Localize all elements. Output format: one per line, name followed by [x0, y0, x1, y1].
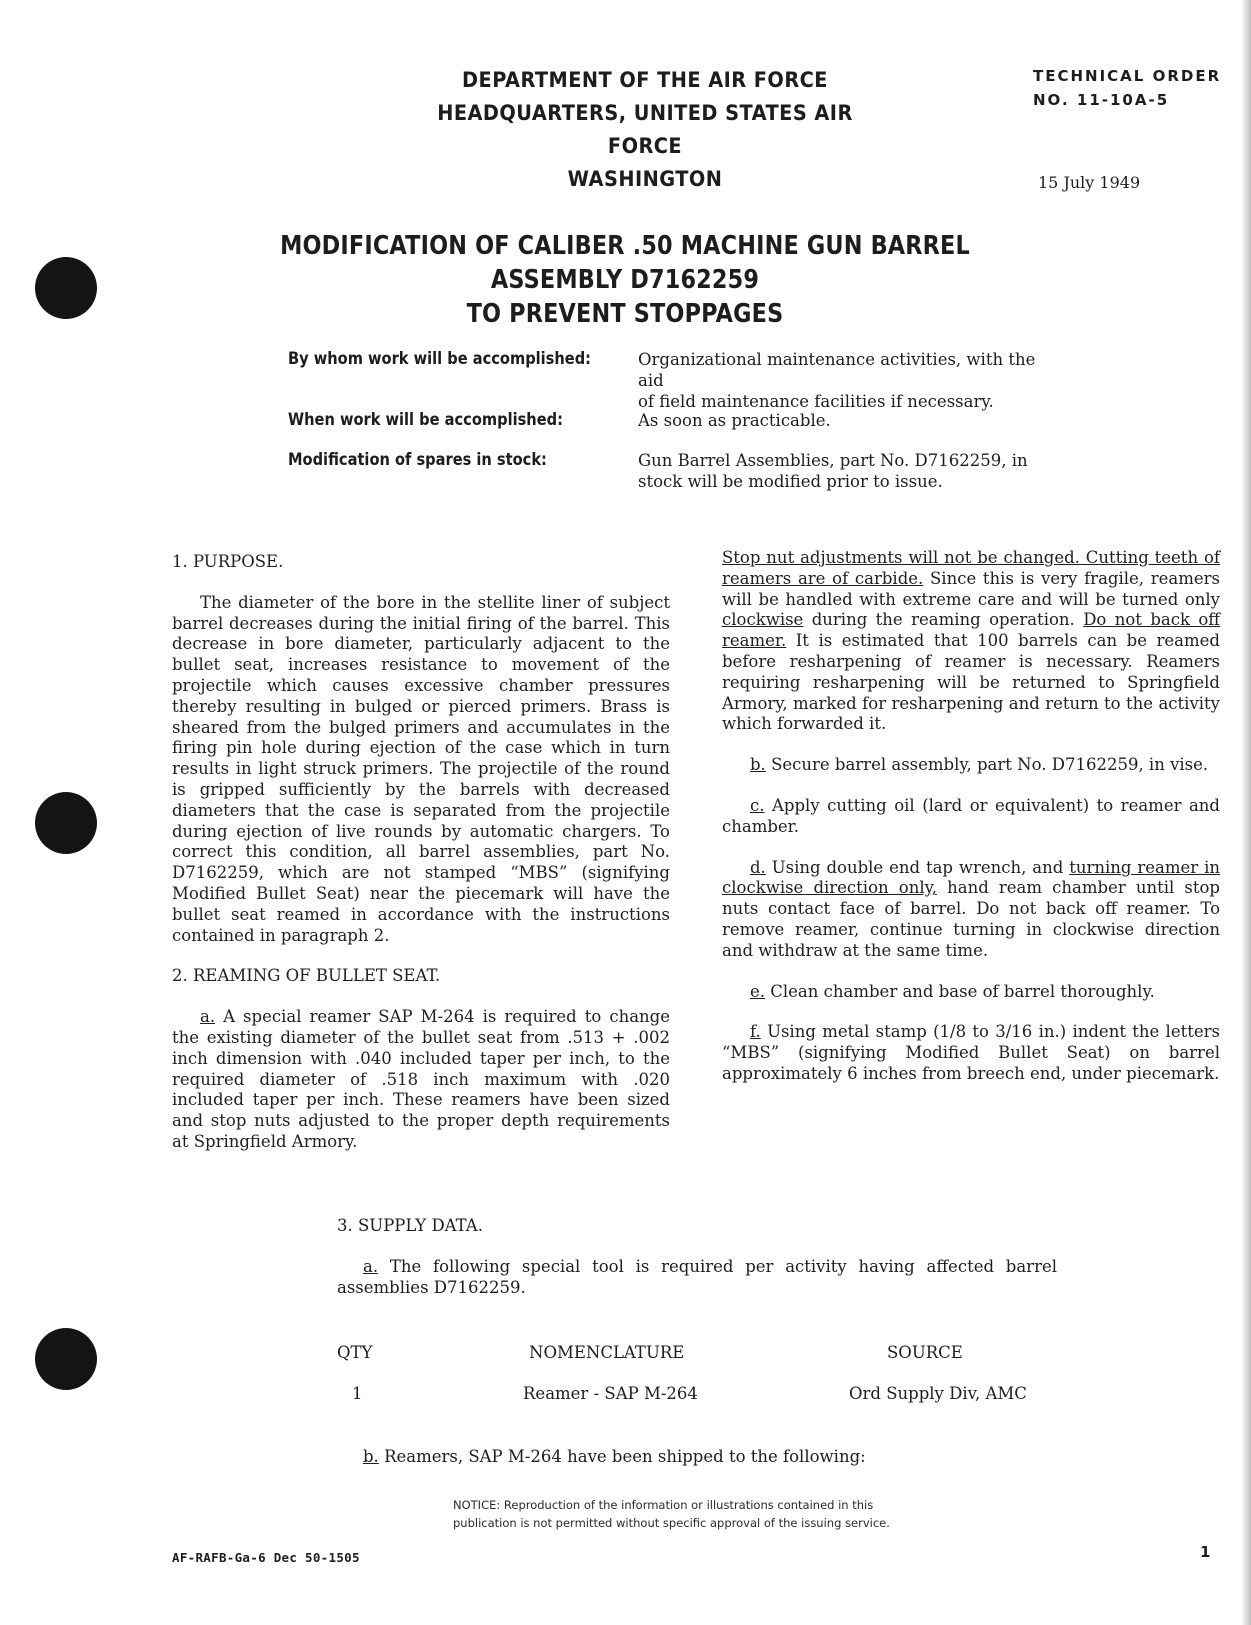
department-header [415, 64, 875, 196]
step-a-continued [722, 548, 1220, 735]
supply-heading: 3. SUPPLY DATA. [337, 1216, 483, 1235]
issue-date: 15 July 1949 [1038, 173, 1141, 192]
column-header-source: SOURCE [887, 1343, 963, 1362]
supply-b-letter: b. [363, 1447, 379, 1466]
continued-text-2: during the reaming operation. [811, 610, 1075, 630]
column-header-nomenclature: NOMENCLATURE [529, 1343, 685, 1362]
underlined-warning-3: Do not back off reamer. [722, 610, 1221, 651]
supply-a-paragraph [337, 1256, 1057, 1298]
left-column [172, 552, 670, 1173]
continued-text-3: It is estimated that 100 barrels can be reamed before resharpening of reamer is necessary. Reamers requiring resharpening will be returned to Springfield Armory, marked for resharpening and return to the activity which forwarded it. [722, 631, 1220, 734]
column-header-qty: QTY [337, 1343, 373, 1362]
supply-a-letter: a. [363, 1257, 379, 1276]
info-label: Modification of spares in stock: [288, 450, 547, 470]
step-e-text: Clean chamber and base of barrel thoroughly. [770, 981, 1155, 1001]
step-a-letter: a. [200, 1007, 216, 1027]
step-d-text-1: Using double end tap wrench, and [771, 857, 1064, 877]
city-line: WASHINGTON [567, 167, 723, 191]
reproduction-notice [453, 1496, 953, 1532]
step-d-underlined: turning reamer in clockwise direction only, [722, 857, 1220, 898]
step-c-text: Apply cutting oil (lard or equivalent) to reamer and chamber. [722, 795, 1220, 836]
binder-hole-bottom [35, 1328, 97, 1390]
step-b-text: Secure barrel assembly, part No. D7162259, in vise. [771, 755, 1209, 775]
supply-a-text: The following special tool is required per activity having affected barrel assemblies D7162259. [337, 1257, 1057, 1297]
step-e-letter: e. [750, 981, 766, 1001]
step-d-letter: d. [750, 857, 766, 877]
cell-source: Ord Supply Div, AMC [849, 1384, 1027, 1403]
step-d-paragraph [722, 858, 1220, 962]
step-d-text-2: hand ream chamber until stop nuts contact face of barrel. Do not back off reamer. To remove reamer, continue turning in clockwise direction and withdraw at the same time. [722, 878, 1220, 960]
page-number: 1 [1200, 1543, 1211, 1561]
step-f-letter: f. [750, 1022, 761, 1042]
supply-b-text: Reamers, SAP M-264 have been shipped to the following: [384, 1447, 866, 1466]
continued-text-1: Since this is very fragile, reamers will be handled with extreme care and will be turned only [722, 568, 1220, 609]
page-edge-shadow [1241, 0, 1251, 1625]
department-line: DEPARTMENT OF THE AIR FORCE [462, 68, 828, 92]
step-a-text: A special reamer SAP M-264 is required to change the existing diameter of the bullet seat from .513 + .002 inch dimension with .040 included taper per inch, to the required diameter of .518 inch maximum with .020 included taper per inch. These reamers have been sized and stop nuts adjusted to the proper depth requirements at Springfield Armory. [172, 1007, 670, 1151]
info-value: Organizational maintenance activities, with the aid of field maintenance facilities if necessary. [638, 350, 1036, 411]
purpose-paragraph: The diameter of the bore in the stellite liner of subject barrel decreases during the initial firing of the barrel. This decrease in bore diameter, particularly adjacent to the bullet seat, increases resistance to movement of the projectile which causes excessive chamber pressures thereby resulting in bulged or pierced primers. Brass is sheared from the bulged primers and accumulates in the firing pin hole during ejection of the case which in turn results in light struck primers. The projectile of the round is gripped sufficiently by the barrels with decreased diameters that the case is separated from the projectile during ejection of live rounds by automatic chargers. To correct this condition, all barrel assemblies, part No. D7162259, which are not stamped “MBS” (signifying Modified Bullet Seat) near the piecemark will have the bullet seat reamed in accordance with the instructions contained in paragraph 2. [172, 592, 670, 945]
right-column [722, 548, 1220, 1105]
cell-nomenclature: Reamer - SAP M-264 [523, 1384, 698, 1403]
info-label: By whom work will be accomplished: [288, 349, 592, 369]
binder-hole-top [35, 257, 97, 319]
step-c-letter: c. [750, 795, 765, 815]
supply-data-section [337, 1215, 1057, 1298]
technical-order-label: TECHNICAL ORDER [1033, 67, 1222, 85]
step-a-paragraph [172, 1007, 670, 1153]
step-f-paragraph [722, 1022, 1220, 1084]
binder-hole-middle [35, 792, 97, 854]
step-e-paragraph [722, 982, 1220, 1003]
underlined-warning-1: Stop nut adjustments will not be changed. Cutting teeth of reamers are of carbide. [722, 548, 1220, 588]
title-line-2: TO PREVENT STOPPAGES [466, 299, 784, 329]
document-title [234, 229, 1017, 331]
notice-line-1: NOTICE: Reproduction of the information or illustrations contained in this [453, 1498, 874, 1512]
step-f-text: Using metal stamp (1/8 to 3/16 in.) indent the letters “MBS” (signifying Modified Bullet Seat) on barrel approximately 6 inches from breech end, under piecemark. [722, 1022, 1220, 1083]
title-line-1: MODIFICATION OF CALIBER .50 MACHINE GUN BARREL ASSEMBLY D7162259 [280, 231, 970, 295]
technical-order-block [1033, 64, 1221, 112]
step-b-paragraph [722, 755, 1220, 776]
reaming-heading: 2. REAMING OF BULLET SEAT. [172, 966, 441, 986]
info-value: Gun Barrel Assemblies, part No. D7162259, in stock will be modified prior to issue. [638, 451, 1028, 491]
underlined-warning-2: clockwise [722, 610, 804, 630]
notice-line-2: publication is not permitted without specific approval of the issuing service. [453, 1516, 890, 1530]
info-label: When work will be accomplished: [288, 410, 563, 430]
purpose-heading: 1. PURPOSE. [172, 552, 284, 571]
cell-qty: 1 [352, 1384, 363, 1403]
print-code: AF-RAFB-Ga-6 Dec 50-1505 [172, 1550, 360, 1565]
info-value: As soon as practicable. [638, 411, 831, 430]
step-c-paragraph [722, 796, 1220, 838]
headquarters-line: HEADQUARTERS, UNITED STATES AIR FORCE [437, 101, 853, 158]
supply-b-paragraph [363, 1447, 866, 1466]
step-b-letter: b. [750, 755, 766, 775]
technical-order-number: NO. 11-10A-5 [1033, 91, 1170, 109]
